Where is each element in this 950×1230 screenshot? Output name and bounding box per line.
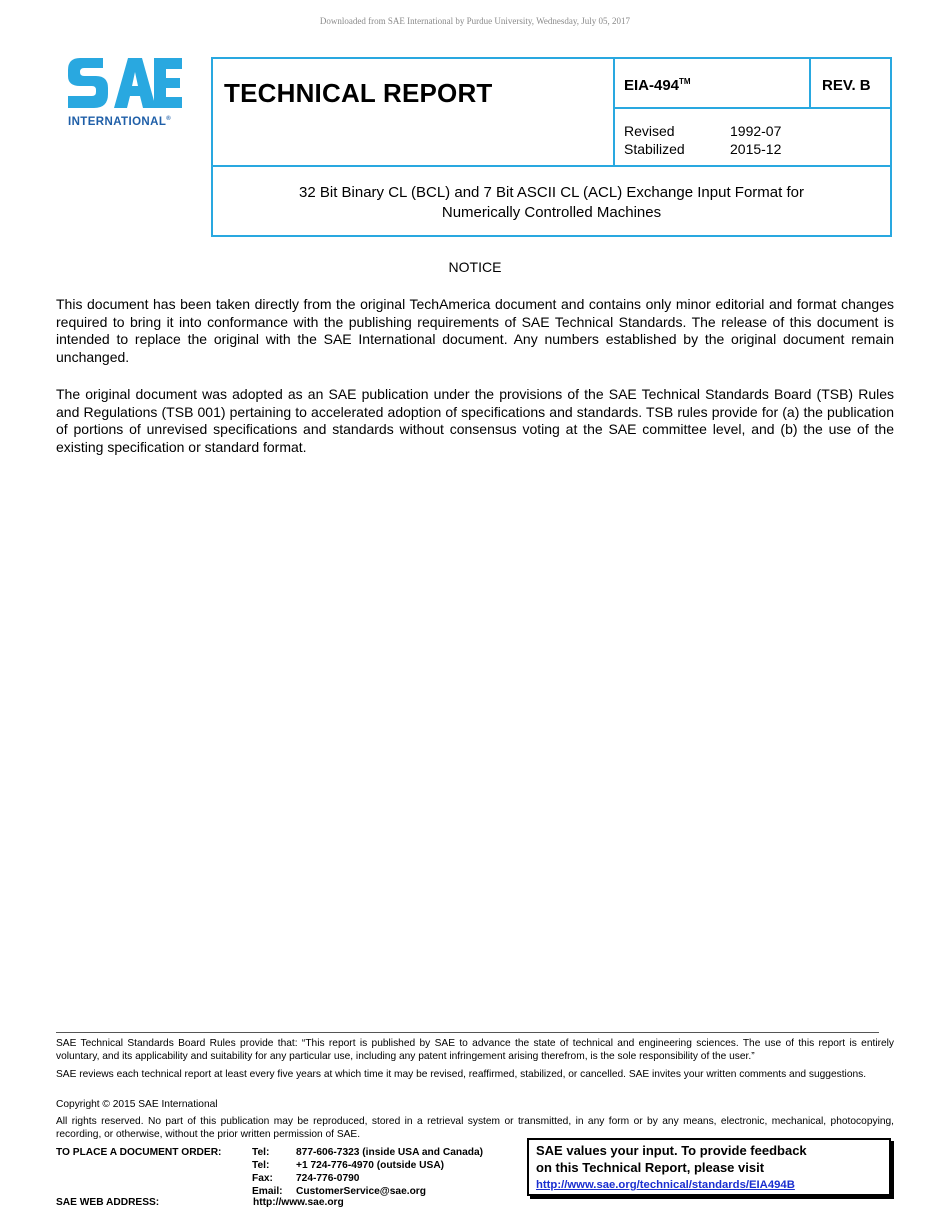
stabilized-label: Stabilized (624, 141, 685, 157)
contact-list (252, 1146, 532, 1198)
contact-row (252, 1146, 532, 1159)
revision-label: REV. B (822, 77, 871, 94)
notice-paragraph-1: This document has been taken directly from the original TechAmerica document and contains only minor editorial and format changes required to bring it into conformance with the publishing requirements of SAE Technical Standards. The release of this document is intended to replace the original with the SAE International document. Any numbers established by the original document remain unchanged. (56, 296, 894, 366)
download-notice: Downloaded from SAE International by Purdue University, Wednesday, July 05, 2017 (319, 16, 631, 26)
email-value[interactable]: CustomerService@sae.org (296, 1186, 426, 1197)
contact-value: 877-606-7323 (inside USA and Canada) (296, 1147, 484, 1158)
web-address-link[interactable]: http://www.sae.org (253, 1197, 344, 1208)
review-text: SAE reviews each technical report at least every five years at which time it may be revised, reaffirmed, stabilized, or cancelled. SAE invites your written comments and suggestions. (56, 1069, 867, 1080)
subject-line-1: 32 Bit Binary CL (BCL) and 7 Bit ASCII CL (ACL) Exchange Input Format for (299, 184, 804, 201)
notice-paragraph-2: The original document was adopted as an SAE publication under the provisions of the SAE Technical Standards Board (TSB) Rules and Regulations (TSB 001) pertaining to accelerated adoption of specifications and standards. TSB rules provide for (a) the publication of portions of unrevised specifications and standards without consensus voting at the SAE committee level, and (b) the use of the existing specification or standard format. (56, 386, 894, 456)
contact-label: Email: (252, 1186, 283, 1197)
feedback-line-1: SAE values your input. To provide feedback (536, 1143, 807, 1158)
date-block (624, 122, 781, 158)
rights-text: All rights reserved. No part of this publication may be reproduced, stored in a retrieval system or transmitted, in any form or by any means, electronic, mechanical, photocopying, recording, or otherwise, without the prior written permission of SAE. (56, 1116, 894, 1140)
order-label: TO PLACE A DOCUMENT ORDER: (56, 1147, 222, 1158)
trademark: TM (679, 77, 691, 86)
document-subject (213, 183, 890, 223)
feedback-line-2: on this Technical Report, please visit (536, 1159, 765, 1175)
contact-row (252, 1159, 532, 1172)
tsb-rules-text: SAE Technical Standards Board Rules provide that: “This report is published by SAE to advance the state of technical and engineering sciences. The use of this report is entirely voluntary, and its applicability and suitability for any particular use, including any patent infringement arising therefrom, is the sole responsibility of the user.” (56, 1038, 894, 1062)
feedback-link[interactable]: http://www.sae.org/technical/standards/EIA494B (536, 1179, 795, 1191)
subject-divider (213, 165, 890, 167)
contact-label: Fax: (252, 1173, 273, 1184)
subject-line-2: Numerically Controlled Machines (441, 204, 662, 221)
header-divider-vertical (613, 59, 615, 167)
copyright-text: Copyright © 2015 SAE International (56, 1099, 218, 1110)
sae-logo-mark (66, 54, 184, 112)
contact-label: Tel: (252, 1160, 270, 1171)
footer-divider (56, 1032, 879, 1033)
registered-mark: ® (166, 116, 172, 123)
document-number: EIA-494 (624, 77, 680, 94)
rev-divider-vertical (809, 59, 811, 109)
web-address-label: SAE WEB ADDRESS: (56, 1197, 160, 1208)
logo-subtitle: INTERNATIONAL (68, 116, 167, 128)
notice-heading: NOTICE (448, 259, 502, 275)
report-type-title: TECHNICAL REPORT (224, 78, 493, 108)
contact-label: Tel: (252, 1147, 270, 1158)
contact-value: 724-776-0790 (296, 1173, 360, 1184)
header-divider-horizontal (613, 107, 890, 109)
sae-international-logo (66, 54, 190, 134)
revised-label: Revised (624, 123, 675, 139)
contact-value: +1 724-776-4970 (outside USA) (296, 1160, 445, 1171)
contact-row (252, 1172, 532, 1185)
revised-date: 1992-07 (730, 123, 782, 139)
feedback-box (527, 1138, 891, 1196)
stabilized-date: 2015-12 (730, 141, 782, 157)
